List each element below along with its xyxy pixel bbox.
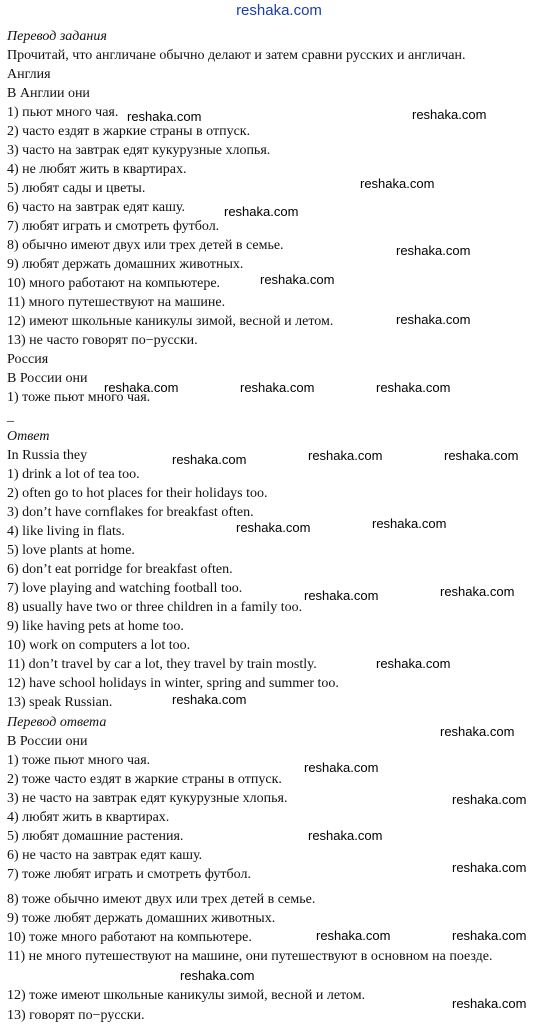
answer-translation-heading: Перевод ответа xyxy=(7,715,107,730)
list-item: 1) тоже пьют много чая. xyxy=(7,753,151,768)
watermark: reshaka.com xyxy=(396,312,471,327)
watermark: reshaka.com xyxy=(452,928,527,943)
watermark: reshaka.com xyxy=(372,516,447,531)
list-item: 4) не любят жить в квартирах. xyxy=(7,162,187,177)
list-item: 1) тоже пьют много чая. xyxy=(7,390,151,405)
watermark: reshaka.com xyxy=(440,724,515,739)
list-item: 8) тоже обычно имеют двух или трех детей в семье. xyxy=(7,892,316,907)
list-item: 6) часто на завтрак едят кашу. xyxy=(7,200,185,215)
watermark: reshaka.com xyxy=(172,692,247,707)
list-item: 7) любят играть и смотреть футбол. xyxy=(7,219,220,234)
answer-heading: Ответ xyxy=(7,429,50,444)
list-item: 3) часто на завтрак едят кукурузные хлопья. xyxy=(7,143,271,158)
answer-intro: In Russia they xyxy=(7,448,88,463)
list-item: 2) часто ездят в жаркие страны в отпуск. xyxy=(7,124,251,139)
watermark: reshaka.com xyxy=(308,828,383,843)
watermark: reshaka.com xyxy=(376,656,451,671)
separator: _ xyxy=(7,409,14,424)
list-item: 6) не часто на завтрак едят кашу. xyxy=(7,848,203,863)
list-item: 9) like having pets at home too. xyxy=(7,619,184,634)
russia-title: Россия xyxy=(7,352,49,367)
russia-intro: В России они xyxy=(7,371,88,386)
list-item: 2) тоже часто ездят в жаркие страны в отпуск. xyxy=(7,772,282,787)
watermark: reshaka.com xyxy=(308,448,383,463)
list-item: 3) не часто на завтрак едят кукурузные хлопья. xyxy=(7,791,288,806)
england-intro: В Англии они xyxy=(7,86,90,101)
task-instruction: Прочитай, что англичане обычно делают и затем сравни русских и англичан. xyxy=(7,48,466,63)
watermark: reshaka.com xyxy=(172,452,247,467)
task-translation-heading: Перевод задания xyxy=(7,29,107,44)
watermark: reshaka.com xyxy=(224,204,299,219)
watermark: reshaka.com xyxy=(452,996,527,1011)
list-item: 5) любят сады и цветы. xyxy=(7,181,146,196)
list-item: 8) usually have two or three children in a family too. xyxy=(7,600,303,615)
list-item: 7) love playing and watching football too. xyxy=(7,581,243,596)
list-item: 2) often go to hot places for their holidays too. xyxy=(7,486,268,501)
england-title: Англия xyxy=(7,67,51,82)
watermark: reshaka.com xyxy=(127,109,202,124)
list-item: 9) тоже любят держать домашних животных. xyxy=(7,911,276,926)
list-item: 12) тоже имеют школьные каникулы зимой, весной и летом. xyxy=(7,988,366,1003)
list-item: 13) speak Russian. xyxy=(7,695,113,710)
watermark: reshaka.com xyxy=(304,760,379,775)
list-item: 13) не часто говорят по−русски. xyxy=(7,333,198,348)
list-item: 4) like living in flats. xyxy=(7,524,125,539)
watermark: reshaka.com xyxy=(240,380,315,395)
list-item: 11) много путешествуют на машине. xyxy=(7,295,226,310)
answer-translation-intro: В России они xyxy=(7,734,88,749)
list-item: 5) любят домашние растения. xyxy=(7,829,184,844)
watermark: reshaka.com xyxy=(412,107,487,122)
list-item: 5) love plants at home. xyxy=(7,543,135,558)
list-item: 13) говорят по−русски. xyxy=(7,1008,145,1023)
list-item: 10) тоже много работают на компьютере. xyxy=(7,930,252,945)
list-item: 7) тоже любят играть и смотреть футбол. xyxy=(7,867,251,882)
list-item: 11) не много путешествуют на машине, они путешествуют в основном на поезде. xyxy=(7,949,493,964)
list-item: 11) don’t travel by car a lot, they travel by train mostly. xyxy=(7,657,317,672)
list-item: 4) любят жить в квартирах. xyxy=(7,810,170,825)
watermark: reshaka.com xyxy=(316,928,391,943)
watermark: reshaka.com xyxy=(376,380,451,395)
watermark: reshaka.com xyxy=(360,176,435,191)
watermark: reshaka.com xyxy=(180,968,255,983)
watermark: reshaka.com xyxy=(236,520,311,535)
watermark: reshaka.com xyxy=(396,243,471,258)
watermark: reshaka.com xyxy=(452,792,527,807)
watermark: reshaka.com xyxy=(452,860,527,875)
watermark: reshaka.com xyxy=(444,448,519,463)
watermark: reshaka.com xyxy=(104,380,179,395)
list-item: 10) много работают на компьютере. xyxy=(7,276,221,291)
watermark: reshaka.com xyxy=(440,584,515,599)
watermark: reshaka.com xyxy=(304,588,379,603)
site-header[interactable]: reshaka.com xyxy=(236,2,322,19)
watermark: reshaka.com xyxy=(260,272,335,287)
list-item: 8) обычно имеют двух или трех детей в семье. xyxy=(7,238,284,253)
list-item: 1) drink a lot of tea too. xyxy=(7,467,140,482)
list-item: 3) don’t have cornflakes for breakfast often. xyxy=(7,505,254,520)
list-item: 12) have school holidays in winter, spring and summer too. xyxy=(7,676,339,691)
list-item: 10) work on computers a lot too. xyxy=(7,638,191,653)
list-item: 1) пьют много чая. xyxy=(7,105,119,120)
list-item: 9) любят держать домашних животных. xyxy=(7,257,244,272)
list-item: 12) имеют школьные каникулы зимой, весной и летом. xyxy=(7,314,334,329)
list-item: 6) don’t eat porridge for breakfast often. xyxy=(7,562,233,577)
